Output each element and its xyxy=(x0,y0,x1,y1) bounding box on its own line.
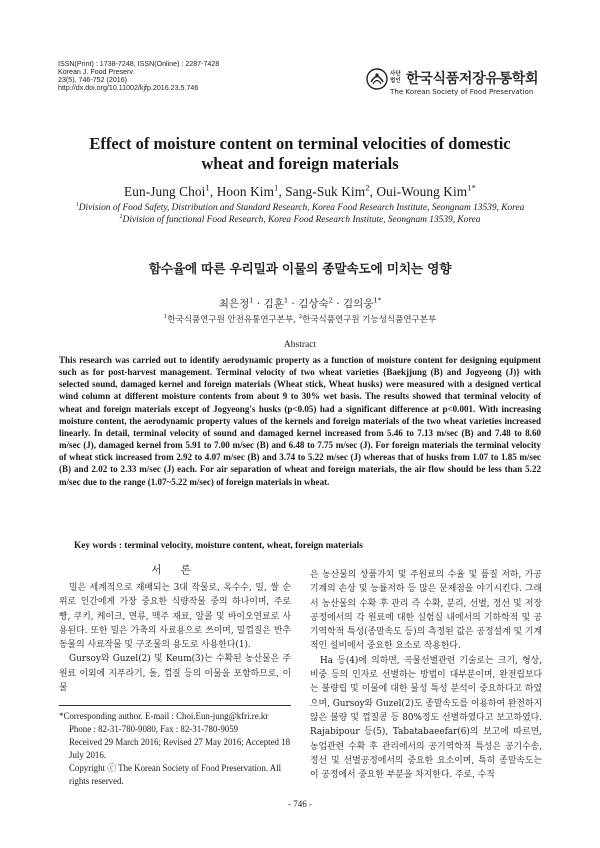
korean-author-name: 최은정 xyxy=(218,298,250,310)
author-separator: · xyxy=(253,298,264,310)
doi-link[interactable]: http://dx.doi.org/10.11002/kjfp.2016.23.5.746 xyxy=(58,84,199,92)
society-type-label: 사단법인 xyxy=(390,71,401,84)
korean-affiliation-text: 한국식품연구원 안전유통연구본부 xyxy=(167,315,294,325)
page-number: - 746 - xyxy=(288,799,312,809)
corresponding-author: *Corresponding author. E-mail : Choi.Eun-jung@kfri.re.kr xyxy=(59,711,269,721)
affiliation-sup: 1 xyxy=(75,201,79,208)
copyright-notice: Copyright ⓒ The Korean Society of Food Preservation. All rights reserved. xyxy=(69,763,282,787)
affiliation-text: Division of functional Food Research, Korea Food Research Institute, Seongnam 13539, Korea xyxy=(122,215,481,225)
footnote-divider xyxy=(59,705,291,706)
keywords-list: terminal velocity, moisture content, wheat, foreign materials xyxy=(124,541,363,551)
contact-phone: Phone : 82-31-780-9080, Fax : 82-31-780-9059 xyxy=(69,724,239,735)
abstract-heading: Abstract xyxy=(283,340,317,350)
author-separator: · xyxy=(333,298,344,310)
volume-line: 23(5), 746-752 (2016) xyxy=(58,76,128,84)
keywords xyxy=(74,541,544,551)
journal-metadata xyxy=(58,60,219,92)
received-dates: Received 29 March 2016; Revised 27 May 2016; Accepted 18 July 2016. xyxy=(69,737,291,761)
author-name: Sang-Suk Kim xyxy=(285,184,366,199)
affiliation-separator: , xyxy=(293,315,299,325)
affiliation-2 xyxy=(40,215,560,225)
affiliation-sup: 2 xyxy=(119,213,123,220)
body-column-left xyxy=(59,581,291,695)
author-separator: , xyxy=(209,184,217,199)
society-name-korean: 한국식품저장유통학회 xyxy=(406,71,539,87)
society-name-english: The Korean Society of Food Preservation xyxy=(390,87,534,96)
body-column-right xyxy=(310,568,542,782)
korean-author-sup: 2 xyxy=(328,296,334,305)
korean-affiliations xyxy=(40,313,560,325)
korean-affiliation-sup: 2 xyxy=(298,314,303,321)
korean-author-name: 김의웅 xyxy=(343,298,374,310)
body-paragraph: Ha 등(4)에 의하면, 곡물선별관련 기술로는 크기, 형상, 비중 등의 인자로 선별하는 방법이 대부분이며, 완전립보다는 불량립 및 이물에 대한 물성 특성 분석이 중요하다고 하였으며, Gursoy와 Guzel(2)도 종말속도를 이용하여 완전하지 않은 불량 및 껍질콩 등 80%정도 선별하였다고 보고하였다. Rajabipour 등(5), Tabatabaeefar(6)의 보고에 따르면, 농업관련 수확 후 관리에서의 공기역학적 특성은 공기수송, 정선 및 선별공정에서의 중요한 요소이며, 특히 종말속도는 이 공정에서 중요한 부분을 차지한다. 주로, 수직 xyxy=(310,655,542,781)
paper-title: Effect of moisture content on terminal velocities of domestic wheat and foreign materials xyxy=(89,134,511,173)
journal-name: Korean J. Food Preserv. xyxy=(58,68,135,76)
korean-author-name: 김상숙 xyxy=(298,298,329,310)
author-sup: 1* xyxy=(467,182,477,193)
korean-affiliation-sup: 1 xyxy=(163,314,168,321)
society-emblem-icon xyxy=(366,68,388,90)
korean-author-sup: 1 xyxy=(249,296,254,305)
korean-title: 함수율에 따른 우리밀과 이물의 종말속도에 미치는 영향 xyxy=(148,261,452,276)
author-separator: · xyxy=(288,298,299,310)
issn-line: ISSN(Print) : 1738-7248, ISSN(Online) : 2287-7428 xyxy=(58,60,220,68)
author-sup: 1 xyxy=(274,182,279,193)
author-name: Eun-Jung Choi xyxy=(123,184,206,199)
korean-author-sup: 1* xyxy=(373,296,382,305)
abstract-body: This research was carried out to identify aerodynamic property as a function of moisture content for designing equipment such as for post-harvest management. Terminal velocity of two wheat varieties {Baekjjung (B) and Jogyeong (J)} with selected sound, damaged kernel and foreign materials (Wheat stick, Wheat husks) were measured with a designed vertical wind column at different moisture contents from about 9 to 30% wet basis. The results showed that terminal velocity of wheat and foreign materials except of Jogyeong's husks (p<0.05) had a significant difference at p<0.001. With increasing moisture content, the aerodynamic property values of the kernels and foreign materials of the two wheat varieties increased linearly. In detail, terminal velocity of sound and damaged kernel increased from 5.46 to 7.13 m/sec (B) and 7.48 to 8.60 m/sec (J), damaged kernel from 5.91 to 7.00 m/sec (B) and 6.48 to 7.75 m/sec (J). For foreign materials the terminal velocity of wheat stick increased from 2.92 to 4.07 m/sec (B) and 3.74 to 5.22 m/sec (J) whereas that of husks from 1.07 to 1.85 m/sec (B) and 2.02 to 2.33 m/sec (J) each. For air separation of wheat and foreign materials, the air flow should be less than 5.22 m/sec due to the range (1.07~5.22 m/sec) of foreign materials in wheat. xyxy=(59,355,541,487)
korean-affiliation-text: 한국식품연구원 기능성식품연구본부 xyxy=(302,315,437,325)
affiliation-1 xyxy=(40,203,560,213)
body-paragraph: Gursoy와 Guzel(2) 및 Keum(3)는 수확된 농산물은 주원료 이외에 지푸라기, 돌, 껍질 등의 이물을 포함하므로, 이물 xyxy=(59,654,291,694)
korean-author-list xyxy=(40,296,560,311)
author-name: Oui-Woung Kim xyxy=(376,184,468,199)
section-heading-introduction: 서 론 xyxy=(151,564,199,576)
korean-author-sup: 1 xyxy=(283,296,289,305)
author-separator: , xyxy=(278,184,286,199)
author-sup: 1 xyxy=(205,182,210,193)
author-list xyxy=(40,184,560,200)
footnote-block xyxy=(59,710,291,789)
body-paragraph: 밀은 세계적으로 재배되는 3대 작물로, 옥수수, 밀, 쌀 순위로 인간에게 가장 중요한 식량작물 중의 하나이며, 주로 빵, 쿠키, 케이크, 면류, 맥주 재료, 알콜 및 바이오연료로 사용된다. 또한 밀은 가축의 사료용으로 쓰이며, 밀껍질은 반추동물의 사료작물 및 구조물의 용도로 사용한다(1). xyxy=(59,583,291,651)
author-name: Hoon Kim xyxy=(216,184,275,199)
society-logo-block xyxy=(366,68,566,104)
keywords-label: Key words : xyxy=(74,541,123,551)
body-paragraph: 은 농산물의 상품가치 및 주원료의 수율 및 품질 저하, 가공기계의 손상 및 능률저하 등 많은 문제점을 야기시킨다. 그래서 농산물의 수확 후 관리 즉 수확, 분리, 선별, 정선 및 저장공정에서의 각 원료에 대한 실험실 내에서의 기하학적 및 공기역학적 특성(종말속도 등)의 측정된 값은 공정설계 및 기계적인 설비에서 중요한 요소로 작용한다. xyxy=(310,570,542,652)
affiliation-text: Division of Food Safety, Distribution and Standard Research, Korea Food Research Institute, Seongnam 13539, Korea xyxy=(78,203,525,213)
korean-author-name: 김훈 xyxy=(263,298,284,310)
author-sup: 2 xyxy=(365,182,370,193)
author-separator: , xyxy=(369,184,377,199)
